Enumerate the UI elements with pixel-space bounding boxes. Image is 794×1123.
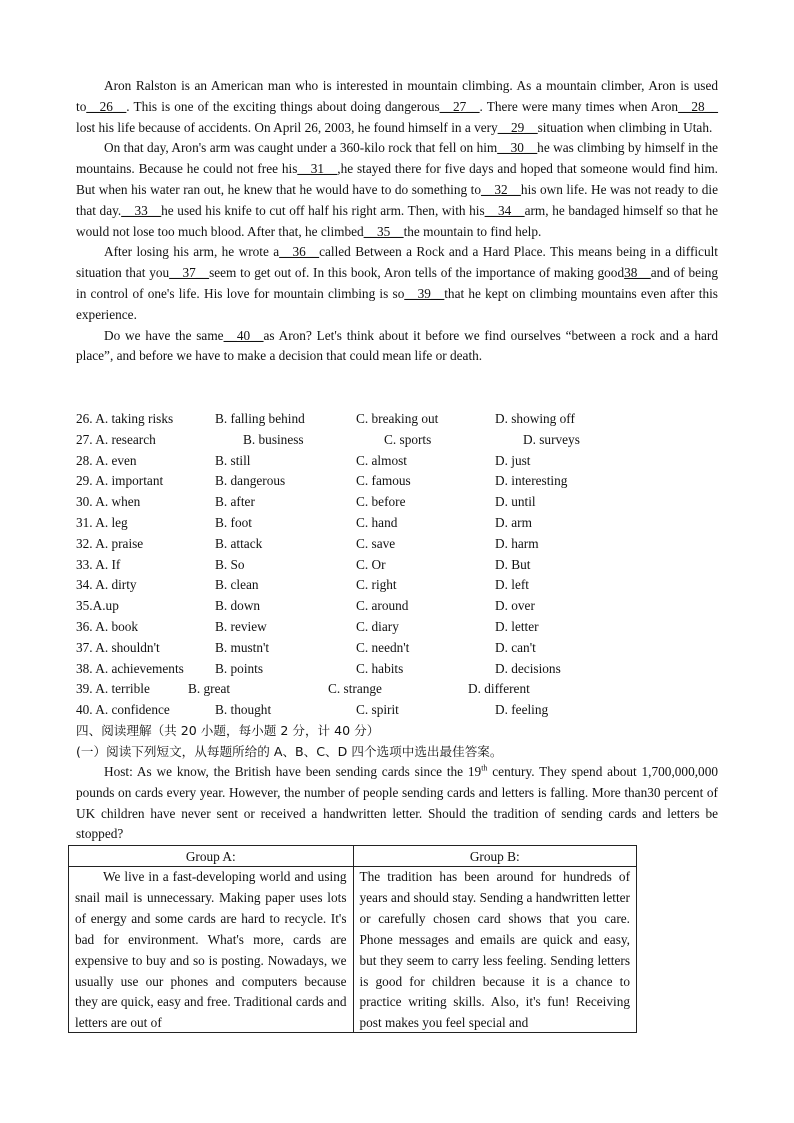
blank-35: __35__ <box>363 223 404 239</box>
option-a: 27. A. research <box>76 431 156 447</box>
text: Aron Ralston is an American man who is interested in mountain climbing. As a mountain climber, Aron is used to <box>76 78 718 114</box>
option-b: B. review <box>215 618 267 634</box>
paragraph-3 <box>76 242 718 325</box>
group-b-column <box>353 846 637 1032</box>
option-a: 40. A. confidence <box>76 702 170 718</box>
option-row <box>76 471 718 492</box>
text: as Aron? Let's think about it before we find ourselves “between a rock and a hard place”, and before we have to make a decision that could mean life or death. <box>76 327 719 364</box>
blank-33: __33__ <box>121 202 162 218</box>
option-d: D. different <box>468 681 530 697</box>
option-c: C. almost <box>356 452 407 468</box>
text: his own life. He was not ready to die that day. <box>76 181 718 218</box>
option-d: D. left <box>495 577 529 593</box>
option-row <box>76 555 718 576</box>
text: century. They spend about 1,700,000,000 pounds on cards every year. However, the number of people sending cards and letters is falling. More than30 percent of UK children have never sent or received a handwritten letter. Should the tradition of sending cards and letters be stopped? <box>76 764 718 842</box>
option-c: C. habits <box>356 660 404 676</box>
option-row <box>76 575 718 596</box>
group-a-column <box>69 846 353 1032</box>
option-b: B. after <box>215 494 255 510</box>
option-a: 30. A. when <box>76 494 141 510</box>
option-a: 32. A. praise <box>76 535 144 551</box>
text: After losing his arm, he wrote a <box>104 244 280 260</box>
host-paragraph <box>76 762 718 845</box>
blank-31: __31__ <box>297 161 338 177</box>
superscript: th <box>481 763 488 773</box>
option-d: D. letter <box>495 618 539 634</box>
option-row <box>76 700 718 721</box>
option-d: D. can't <box>495 639 536 655</box>
text: he was climbing by himself in the mountains. Because he could not free his <box>76 140 718 177</box>
option-d: D. interesting <box>495 473 568 489</box>
option-c: C. diary <box>356 618 399 634</box>
option-a: 29. A. important <box>76 473 164 489</box>
option-b: B. mustn't <box>215 639 270 655</box>
option-row <box>76 659 718 680</box>
option-row <box>76 617 718 638</box>
text: Do we have the same <box>104 327 224 343</box>
option-row <box>76 638 718 659</box>
text: called Between a Rock and a Hard Place. This means being in a difficult situation that you <box>76 244 719 281</box>
option-c: C. breaking out <box>356 411 439 426</box>
option-b: B. dangerous <box>215 473 286 489</box>
cloze-passage <box>76 76 718 367</box>
paragraph-1 <box>76 76 718 138</box>
option-c: C. hand <box>356 514 398 530</box>
text: ,he stayed there for five days and hoped that someone would find him. But when his water ran out, he knew that he would have to do something to <box>76 161 719 197</box>
text: arm, he bandaged himself so that he would not lose too much blood. After that, he climbed <box>76 202 718 239</box>
option-c: C. sports <box>384 431 432 447</box>
option-b: B. falling behind <box>215 411 305 426</box>
blank-40: __40__ <box>223 327 264 343</box>
option-row <box>76 513 718 534</box>
blank-38: 38__ <box>624 265 651 281</box>
blank-27: __27__ <box>439 98 480 114</box>
option-a: 33. A. If <box>76 556 121 572</box>
blank-28: __28__ <box>678 98 718 114</box>
blank-36: __36__ <box>279 244 320 260</box>
option-b: B. great <box>188 681 231 697</box>
blank-39: __39__ <box>404 285 445 301</box>
option-c: C. around <box>356 598 409 614</box>
option-c: C. save <box>356 535 396 551</box>
group-b-text: The tradition has been around for hundreds of years and should stay. Sending a handwritten letter or carefully chosen card shows that you care. Phone messages and emails are quick and easy, but they seem to carry less feeling. Sending letters is good for children because it is a chance to practice writing skills. Also, it's fun! Receiving post makes you feel special and <box>359 869 630 1031</box>
blank-26: __26__ <box>86 98 127 114</box>
option-b: B. still <box>215 452 251 468</box>
group-a-label: Group A: <box>69 846 353 867</box>
option-a: 38. A. achievements <box>76 660 184 676</box>
blank-34: __34__ <box>484 202 525 218</box>
debate-table <box>68 845 637 1033</box>
option-d: D. feeling <box>495 702 549 718</box>
option-d: D. decisions <box>495 660 561 676</box>
text: On that day, Aron's arm was caught under a 360-kilo rock that fell on him <box>104 140 498 156</box>
option-b: B. points <box>215 660 264 676</box>
text: he used his knife to cut off half his right arm. Then, with his <box>161 202 485 218</box>
option-row <box>76 679 718 700</box>
text: that he kept on climbing mountains even after this experience. <box>76 285 718 322</box>
text: . There were many times when Aron <box>479 98 679 114</box>
option-c: C. needn't <box>356 639 410 655</box>
option-d: D. until <box>495 494 536 510</box>
option-a: 26. A. taking risks <box>76 411 174 426</box>
option-d: D. But <box>495 556 531 572</box>
section-instruction: (一）阅读下列短文，从每题所给的 A、B、C、D 四个选项中选出最佳答案。 <box>76 744 503 759</box>
option-b: B. So <box>215 556 245 572</box>
option-a: 39. A. terrible <box>76 681 150 697</box>
blank-32: __32__ <box>481 181 521 197</box>
option-c: C. before <box>356 494 406 510</box>
option-d: D. surveys <box>523 431 580 447</box>
option-b: B. down <box>215 598 261 614</box>
option-a: 31. A. leg <box>76 514 128 530</box>
option-row <box>76 430 718 451</box>
paragraph-4 <box>76 326 718 368</box>
group-a-text: We live in a fast-developing world and using snail mail is unnecessary. Making paper uses lots of energy and some cards are hard to recycle. It's bad for environment. What's more, cards are expensive to buy and so is posting. Nowadays, we usually use our phones and computers because they are quick, easy and free. Traditional cards and letters are out of <box>75 869 347 1031</box>
blank-29: __29__ <box>497 119 538 135</box>
option-d: D. arm <box>495 514 532 530</box>
option-row <box>76 451 718 472</box>
option-row <box>76 409 718 430</box>
option-a: 36. A. book <box>76 618 139 634</box>
option-b: B. business <box>243 431 304 447</box>
option-row <box>76 492 718 513</box>
option-b: B. thought <box>215 702 272 718</box>
text: seem to get out of. In this book, Aron tells of the importance of making good <box>209 265 625 281</box>
text: lost his life because of accidents. On April 26, 2003, he found himself in a very <box>76 119 498 135</box>
option-c: C. Or <box>356 556 386 572</box>
option-row <box>76 534 718 555</box>
group-b-label: Group B: <box>354 846 637 867</box>
option-a: 28. A. even <box>76 452 137 468</box>
text: . This is one of the exciting things about doing dangerous <box>126 98 440 114</box>
text: situation when climbing in Utah. <box>537 119 713 135</box>
option-d: D. just <box>495 452 531 468</box>
option-c: C. strange <box>328 681 382 697</box>
section-title: 四、阅读理解（共 20 小题，每小题 2 分，计 40 分） <box>76 723 380 738</box>
text: the mountain to find help. <box>403 223 542 239</box>
option-row <box>76 596 718 617</box>
text: Host: As we know, the British have been sending cards since the 19 <box>104 764 482 779</box>
blank-30: __30__ <box>497 140 538 156</box>
option-d: D. showing off <box>495 411 575 426</box>
cloze-options <box>76 409 718 721</box>
option-b: B. clean <box>215 577 259 593</box>
option-d: D. harm <box>495 535 539 551</box>
option-c: C. spirit <box>356 702 399 718</box>
option-c: C. famous <box>356 473 411 489</box>
paragraph-2 <box>76 138 718 242</box>
option-a: 37. A. shouldn't <box>76 639 160 655</box>
text: and of being in control of one's life. His love for mountain climbing is so <box>76 265 718 301</box>
option-b: B. foot <box>215 514 252 530</box>
option-d: D. over <box>495 598 535 614</box>
option-a: 35.A.up <box>76 598 119 614</box>
blank-37: __37__ <box>169 265 210 281</box>
option-b: B. attack <box>215 535 263 551</box>
option-c: C. right <box>356 577 397 593</box>
option-a: 34. A. dirty <box>76 577 137 593</box>
